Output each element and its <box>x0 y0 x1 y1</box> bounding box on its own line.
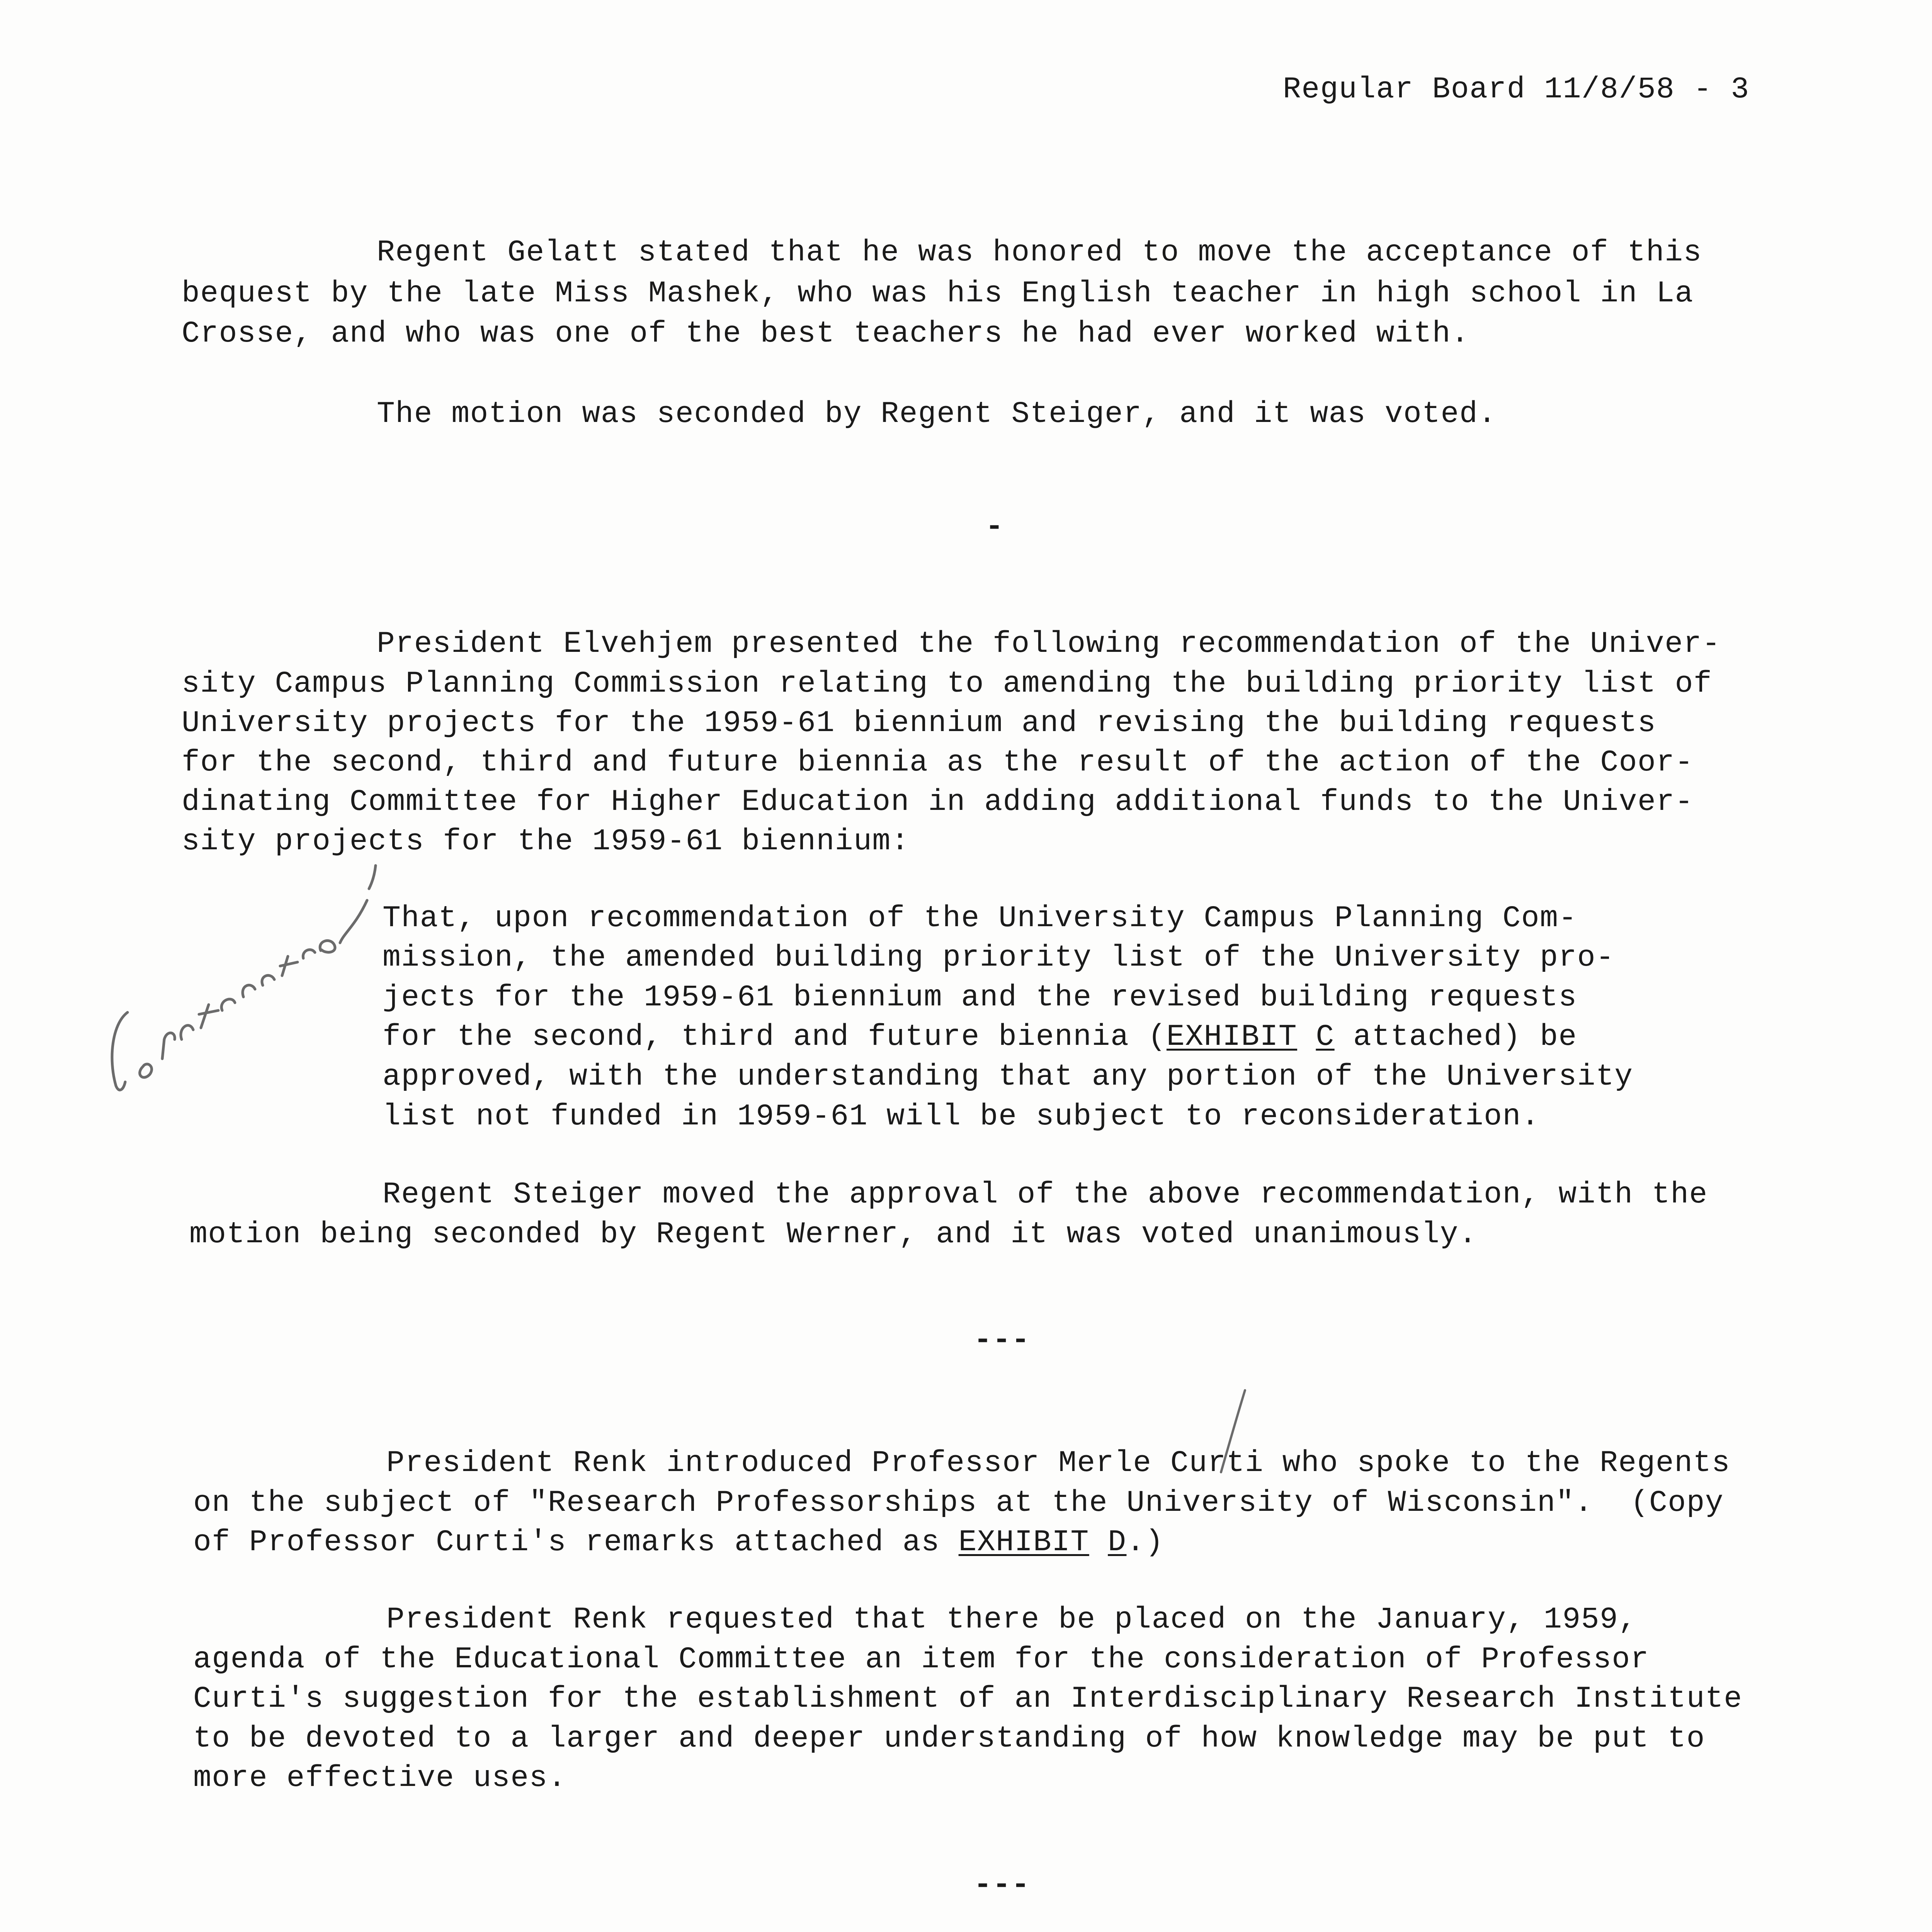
curti-line-3-prefix: of Professor Curti's remarks attached as <box>193 1526 959 1560</box>
exhibit-d-space <box>1089 1526 1108 1560</box>
gelatt-line-3: Crosse, and who was one of the best teachers he had ever worked with. <box>182 317 1470 351</box>
exhibit-c-word: EXHIBIT <box>1166 1020 1298 1054</box>
exhibit-c-letter: C <box>1316 1020 1335 1054</box>
exhibit-d-letter: D <box>1108 1526 1127 1560</box>
margin-handwritten-note <box>85 858 379 1105</box>
curti-line-1: President Renk introduced Professor Merle Curti who spoke to the Regents <box>386 1446 1731 1480</box>
gelatt-second-line: The motion was seconded by Regent Steiger, and it was voted. <box>377 397 1497 431</box>
elvehjem-line-2: sity Campus Planning Commission relating to amending the building priority list of <box>182 667 1713 701</box>
separator-1: - <box>985 510 1004 544</box>
renk-request-line-1: President Renk requested that there be placed on the January, 1959, <box>386 1603 1637 1637</box>
resolution-line-4-prefix: for the second, third and future biennia ( <box>383 1020 1167 1054</box>
resolution-line-4-suffix: attached) be <box>1334 1020 1577 1054</box>
renk-request-line-4: to be devoted to a larger and deeper understanding of how knowledge may be put to <box>193 1722 1705 1756</box>
elvehjem-line-1: President Elvehjem presented the following recommendation of the Univer- <box>377 627 1721 661</box>
renk-request-line-5: more effective uses. <box>193 1761 567 1795</box>
resolution-line-5: approved, with the understanding that any portion of the University <box>383 1060 1633 1094</box>
elvehjem-line-4: for the second, third and future biennia as the result of the action of the Coor- <box>182 746 1694 780</box>
elvehjem-line-6: sity projects for the 1959-61 biennium: <box>182 825 910 859</box>
renk-request-line-2: agenda of the Educational Committee an item for the consideration of Professor <box>193 1643 1649 1677</box>
gelatt-line-2: bequest by the late Miss Mashek, who was his English teacher in high school in La <box>182 277 1694 311</box>
curti-line-2: on the subject of "Research Professorships at the University of Wisconsin". (Copy <box>193 1486 1724 1520</box>
curti-line-3-suffix: .) <box>1126 1526 1164 1560</box>
exhibit-c-space <box>1297 1020 1316 1054</box>
curti-line-3 <box>193 1522 1164 1563</box>
gelatt-line-1: Regent Gelatt stated that he was honored to move the acceptance of this <box>377 236 1702 270</box>
elvehjem-line-5: dinating Committee for Higher Education in adding additional funds to the Univer- <box>182 785 1694 819</box>
separator-3: --- <box>974 1868 1031 1902</box>
renk-request-line-3: Curti's suggestion for the establishment of an Interdisciplinary Research Institute <box>193 1682 1743 1716</box>
resolution-line-4 <box>383 1017 1577 1057</box>
steiger-vote-line-1: Regent Steiger moved the approval of the above recommendation, with the <box>383 1178 1708 1212</box>
resolution-line-2: mission, the amended building priority list of the University pro- <box>383 941 1615 975</box>
steiger-vote-line-2: motion being seconded by Regent Werner, and it was voted unanimously. <box>189 1218 1478 1252</box>
resolution-line-1: That, upon recommendation of the University Campus Planning Com- <box>383 901 1577 935</box>
resolution-line-6: list not funded in 1959-61 will be subject to reconsideration. <box>383 1100 1540 1134</box>
separator-2: --- <box>974 1323 1031 1357</box>
exhibit-d-word: EXHIBIT <box>958 1526 1089 1560</box>
elvehjem-line-3: University projects for the 1959-61 biennium and revising the building requests <box>182 706 1656 740</box>
running-title: Regular Board 11/8/58 - 3 <box>1283 73 1750 107</box>
resolution-line-3: jects for the 1959-61 biennium and the revised building requests <box>383 981 1577 1015</box>
